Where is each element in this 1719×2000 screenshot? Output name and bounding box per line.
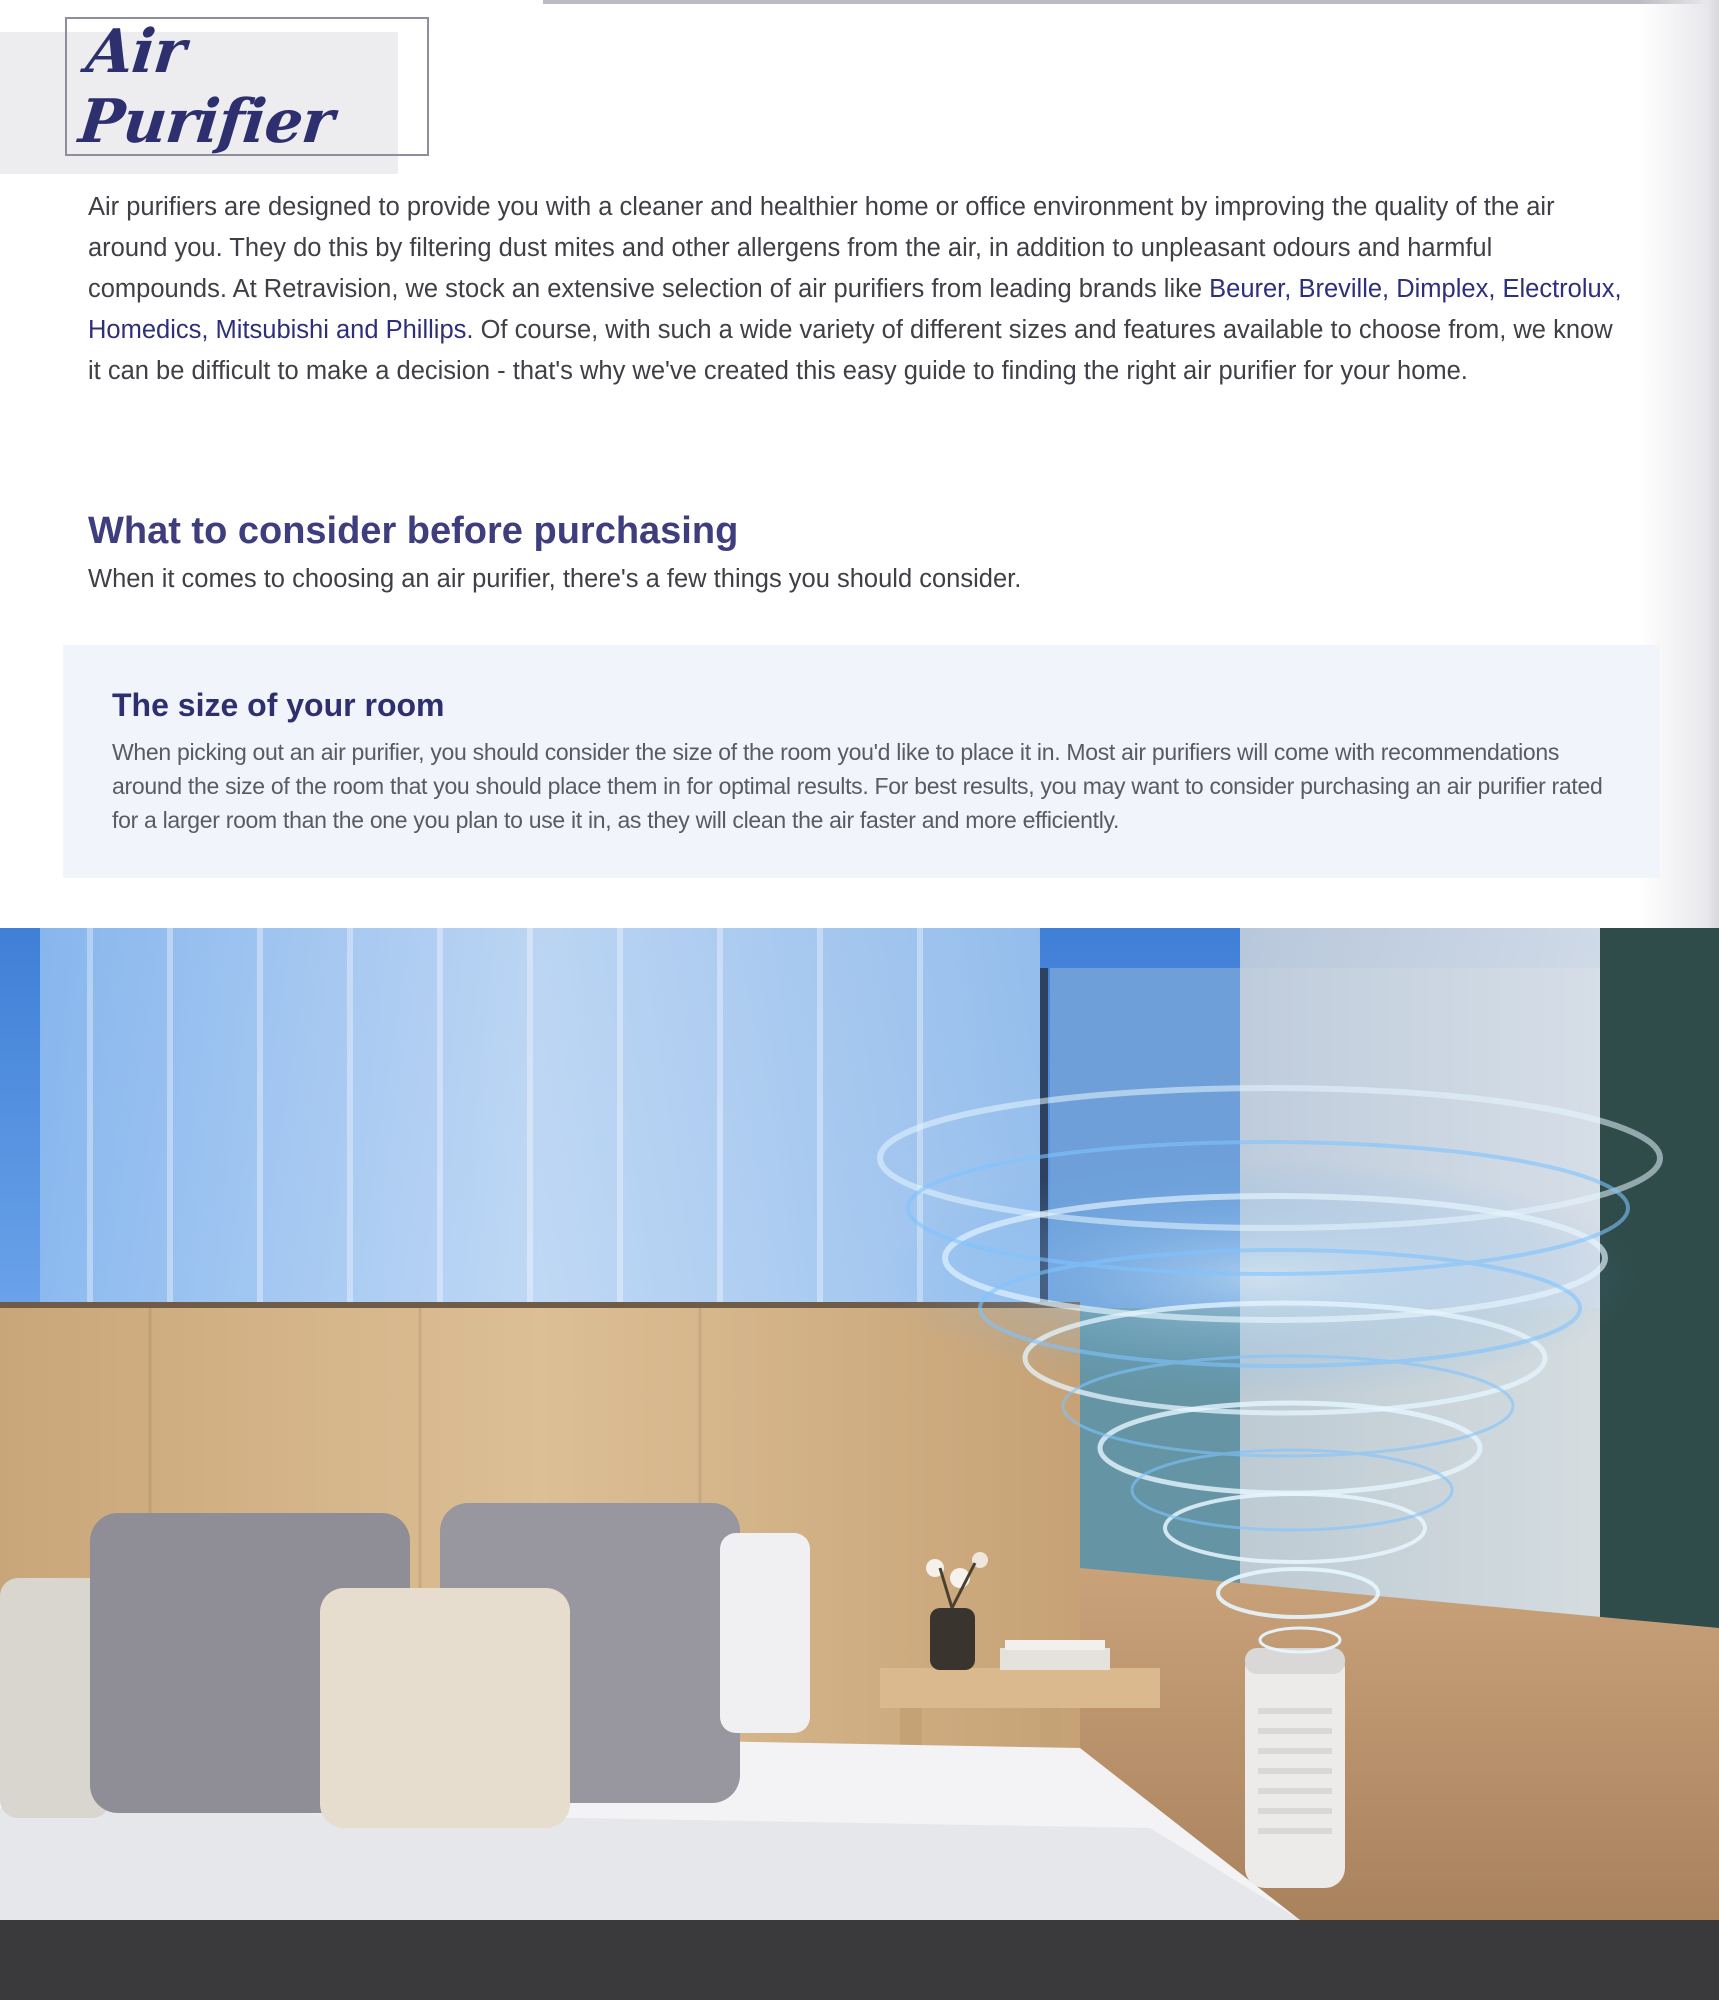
title-frame	[65, 17, 429, 156]
intro-text-end: Of course, with such a wide variety of different sizes and features available to choose from, we know it can be difficult to make a decision - that's why we've created this easy guide to finding the right air purifier for your home.	[88, 316, 1613, 385]
bedroom-photo	[0, 928, 1719, 1920]
card-body: When picking out an air purifier, you should consider the size of the room you'd like to place it in. Most air purifiers will come with recommendations around the size of the room that you should place them in for optimal results. For best results, you may want to consider purchasing an air purifier rated for a larger room than the one you plan to use it in, as they will clean the air faster and more efficiently.	[112, 739, 1603, 833]
brand-links[interactable]: Beurer, Breville, Dimplex, Electrolux, Homedics, Mitsubishi and Phillips.	[88, 275, 1622, 344]
intro-text-start: Air purifiers are designed to provide you with a cleaner and healthier home or office environment by improving the quality of the air around you. They do this by filtering dust mites and other allergens from the air, in addition to unpleasant odours and harmful compounds. At Retravision, we stock an extensive selection of air purifiers from leading brands like	[88, 193, 1555, 303]
bedroom-illustration	[0, 928, 1719, 1920]
card-title: The size of your room	[112, 687, 445, 723]
top-divider	[543, 0, 1719, 4]
bottom-bar	[0, 1920, 1719, 2000]
intro-paragraph	[88, 187, 1628, 392]
section-subtext: When it comes to choosing an air purifier, there's a few things you should consider.	[88, 565, 1022, 593]
section-heading: What to consider before purchasing	[88, 510, 739, 552]
page-title: Air Purifier	[75, 16, 337, 157]
room-size-card	[63, 645, 1660, 878]
